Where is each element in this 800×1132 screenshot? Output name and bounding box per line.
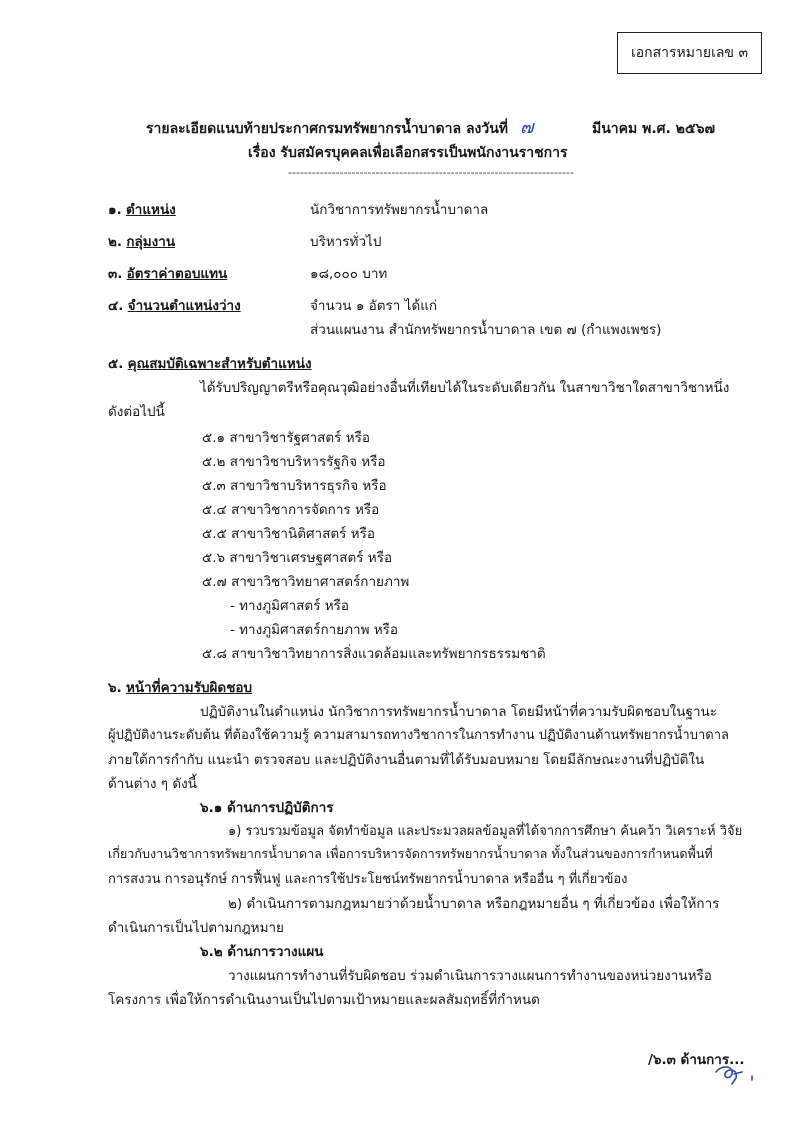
section5-para-line1: ได้รับปริญญาตรีหรือคุณวุฒิอย่างอื่นที่เทียบได้ในระดับเดียวกัน ในสาขาวิชาใดสาขาวิชาหนึ่ง bbox=[200, 380, 730, 396]
header-line1-suffix: มีนาคม พ.ศ. ๒๕๖๗ bbox=[592, 121, 715, 137]
qualification-item: ๕.๗ สาขาวิชาวิทยาศาสตร์กายภาพ bbox=[202, 574, 410, 590]
duty-item-line: ดำเนินการเป็นไปตามกฎหมาย bbox=[108, 920, 284, 936]
field-vacancies bbox=[108, 294, 241, 316]
field-label: ตำแหน่ง bbox=[126, 202, 176, 218]
field-number: ๒. bbox=[108, 234, 123, 250]
section6-para-line: ปฏิบัติงานในตำแหน่ง นักวิชาการทรัพยากรน้ำบาดาล โดยมีหน้าที่ความรับผิดชอบในฐานะ bbox=[200, 704, 718, 720]
planning-para-line: โครงการ เพื่อให้การดำเนินงานเป็นไปตามเป้าหมายและผลสัมฤทธิ์ที่กำหนด bbox=[108, 992, 540, 1008]
field-salary-value: ๑๘,๐๐๐ บาท bbox=[310, 266, 388, 282]
duty-item-line: ๒) ดำเนินการตามกฎหมายว่าด้วยน้ำบาดาล หรือกฎหมายอื่น ๆ ที่เกี่ยวข้อง เพื่อให้การ bbox=[228, 896, 720, 912]
section-title: คุณสมบัติเฉพาะสำหรับตำแหน่ง bbox=[127, 356, 312, 372]
field-number: ๔. bbox=[108, 298, 124, 314]
qualification-subitem: - ทางภูมิศาสตร์ หรือ bbox=[230, 598, 349, 614]
qualification-item: ๕.๘ สาขาวิชาวิทยาการสิ่งแวดล้อมและทรัพยากรธรรมชาติ bbox=[202, 646, 546, 662]
qualification-subitem: - ทางภูมิศาสตร์กายภาพ หรือ bbox=[230, 622, 399, 638]
section5-heading bbox=[108, 352, 312, 374]
qualification-item: ๕.๒ สาขาวิชาบริหารรัฐกิจ หรือ bbox=[202, 454, 386, 470]
field-group-value: บริหารทั่วไป bbox=[310, 234, 382, 250]
section-number: ๖. bbox=[108, 680, 122, 696]
field-salary bbox=[108, 262, 227, 284]
field-number: ๑. bbox=[108, 202, 122, 218]
header-line1-prefix: รายละเอียดแนบท้ายประกาศกรมทรัพยากรน้ำบาดาล ลงวันที่ bbox=[146, 121, 509, 137]
section-title: หน้าที่ความรับผิดชอบ bbox=[126, 680, 253, 696]
field-label: กลุ่มงาน bbox=[126, 234, 176, 250]
qualification-item: ๕.๑ สาขาวิชารัฐศาสตร์ หรือ bbox=[202, 430, 370, 446]
section5-para-line2: ดังต่อไปนี้ bbox=[108, 404, 165, 420]
section6-para-line: ผู้ปฏิบัติงานระดับต้น ที่ต้องใช้ความรู้ ความสามารถทางวิชาการในการทำงาน ปฏิบัติงานด้านทรัพยากรน้ำบาดาล bbox=[108, 728, 729, 743]
document-number-label: เอกสารหมายเลข ๓ bbox=[630, 45, 749, 61]
section6-para-line: ด้านต่าง ๆ ดังนี้ bbox=[108, 776, 197, 792]
qualification-item: ๕.๔ สาขาวิชาการจัดการ หรือ bbox=[202, 502, 380, 518]
field-label: อัตราค่าตอบแทน bbox=[126, 266, 228, 282]
section6-para-line: ภายใต้การกำกับ แนะนำ ตรวจสอบ และปฏิบัติงานอื่นตามที่ได้รับมอบหมาย โดยมีลักษณะงานที่ปฏิบัติใน bbox=[108, 752, 705, 768]
duty-item-line: ๑) รวบรวมข้อมูล จัดทำข้อมูล และประมวลผลข้อมูลที่ได้จากการศึกษา ค้นคว้า วิเคราะห์ วิจัย bbox=[228, 824, 743, 839]
subsection-6-2-heading: ๖.๒ ด้านการวางแผน bbox=[200, 944, 324, 960]
field-position bbox=[108, 198, 176, 220]
duty-item-line: เกี่ยวกับงานวิชาการทรัพยากรน้ำบาดาล เพื่อการบริหารจัดการทรัพยากรน้ำบาดาล ทั้งในส่วนของการกำหนดพื้นที่ bbox=[108, 846, 713, 861]
document-number-box bbox=[617, 32, 762, 74]
qualification-item: ๕.๖ สาขาวิชาเศรษฐศาสตร์ หรือ bbox=[202, 550, 393, 566]
qualification-item: ๕.๕ สาขาวิชานิติศาสตร์ หรือ bbox=[202, 526, 375, 542]
section6-heading bbox=[108, 676, 252, 698]
section-number: ๕. bbox=[108, 356, 124, 372]
signature-initials-icon bbox=[712, 1064, 762, 1090]
field-vacancies-value: จำนวน ๑ อัตรา ได้แก่ bbox=[310, 298, 438, 314]
header-subject: เรื่อง รับสมัครบุคคลเพื่อเลือกสรรเป็นพนักงานราชการ bbox=[248, 145, 568, 161]
qualification-item: ๕.๓ สาขาวิชาบริหารธุรกิจ หรือ bbox=[202, 478, 387, 494]
planning-para-line: วางแผนการทำงานที่รับผิดชอบ ร่วมดำเนินการวางแผนการทำงานของหน่วยงานหรือ bbox=[228, 968, 712, 984]
handwritten-day: ๗ bbox=[520, 117, 534, 138]
field-vacancies-unit: ส่วนแผนงาน สำนักทรัพยากรน้ำบาดาล เขต ๗ (กำแพงเพชร) bbox=[310, 322, 662, 338]
field-number: ๓. bbox=[108, 266, 123, 282]
field-position-value: นักวิชาการทรัพยากรน้ำบาดาล bbox=[310, 202, 489, 218]
header-separator: ------------------------------------------------------------------------ bbox=[288, 166, 574, 179]
field-group bbox=[108, 230, 175, 252]
duty-item-line: การสงวน การอนุรักษ์ การฟื้นฟู และการใช้ประโยชน์ทรัพยากรน้ำบาดาล หรืออื่น ๆ ที่เกี่ยวข้อง bbox=[108, 872, 628, 887]
field-label: จำนวนตำแหน่งว่าง bbox=[127, 298, 241, 314]
continuation-note: /๖.๓ ด้านการ... bbox=[648, 1052, 745, 1068]
subsection-6-1-heading: ๖.๑ ด้านการปฏิบัติการ bbox=[200, 800, 334, 816]
